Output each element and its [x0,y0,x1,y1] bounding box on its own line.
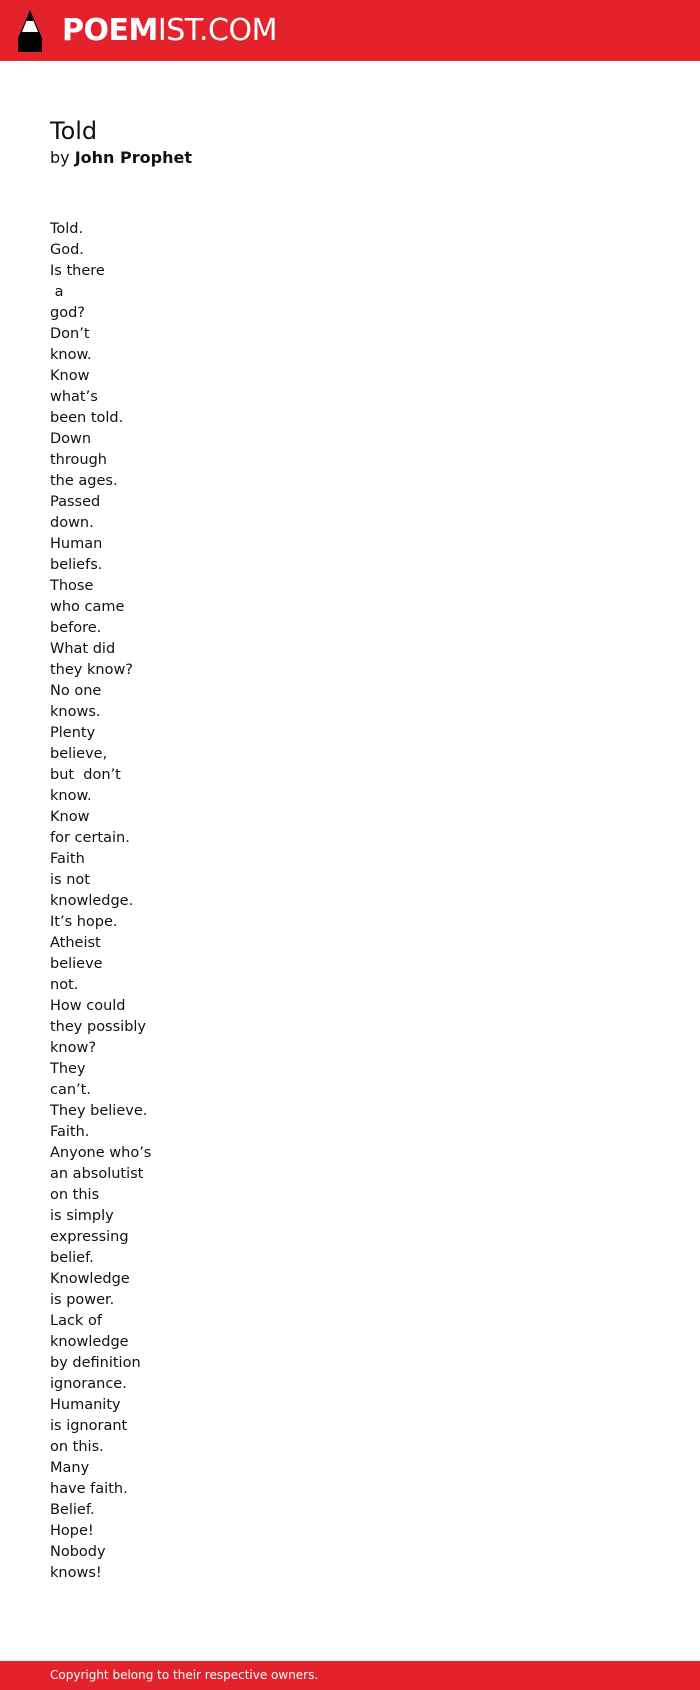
poem-line: is not [50,872,90,888]
poem-line: Belief. [50,1502,95,1518]
site-logo-text [62,10,277,52]
poem-line: Down [50,431,92,447]
poem-line: they know? [50,662,133,678]
poem-line: beliefs. [50,557,103,573]
poem-line: knowledge. [50,893,134,909]
poem-line: for certain. [50,830,130,846]
poem-line: Know [50,809,90,825]
poem-line: a [50,284,64,300]
author-name: John Prophet [74,148,192,167]
poem-line: the ages. [50,473,118,489]
poem-line: Those [50,578,94,594]
poem-line: know? [50,1040,97,1056]
poem-line: They believe. [50,1103,148,1119]
poem-line: Many [50,1460,90,1476]
poem-line: ignorance. [50,1376,127,1392]
poem-line: is simply [50,1208,114,1224]
top-bar [0,0,700,61]
poem-line: who came [50,599,125,615]
site-logo-link[interactable] [18,10,277,52]
poem-line: knows. [50,704,101,720]
footer [0,1661,700,1690]
poem-line: can’t. [50,1082,91,1098]
copyright-text: Copyright belong to their respective owners. [50,1668,319,1682]
poem-line: by definition [50,1355,141,1371]
poem-line: is power. [50,1292,115,1308]
poem-body [50,219,450,1584]
poem-line: No one [50,683,102,699]
poem-line: God. [50,242,84,258]
poem-line: on this. [50,1439,104,1455]
logo-text-strong: POEM [62,13,158,48]
poem-line: is ignorant [50,1418,128,1434]
byline [50,147,650,169]
poem-line: belief. [50,1250,94,1266]
poem-line: Faith [50,851,85,867]
poem-line: Faith. [50,1124,90,1140]
poem-line: Lack of [50,1313,102,1329]
poem-line: down. [50,515,94,531]
poem-line: What did [50,641,116,657]
poem-line: know. [50,788,92,804]
poem-line: through [50,452,107,468]
poem-line: what’s [50,389,98,405]
poem-line: Humanity [50,1397,121,1413]
poem-line: god? [50,305,85,321]
poem-line: Anyone who’s [50,1145,152,1161]
poem-line: It’s hope. [50,914,118,930]
poem-line: Plenty [50,725,96,741]
poem-line: Is there [50,263,105,279]
poem-line: on this [50,1187,100,1203]
poem-line: Human [50,536,103,552]
poem-line: They [50,1061,86,1077]
poem-line: an absolutist [50,1166,144,1182]
poem-line: knowledge [50,1334,129,1350]
poem-title: Told [50,117,98,145]
poem-line: have faith. [50,1481,128,1497]
poem-line: been told. [50,410,124,426]
poem-line: expressing [50,1229,129,1245]
poem-line: know. [50,347,92,363]
poem-line: but don’t [50,767,121,783]
poem-line: believe, [50,746,108,762]
poem-line: How could [50,998,126,1014]
poem-line: Hope! [50,1523,94,1539]
poem-line: Told. [50,221,84,237]
poem-line: before. [50,620,102,636]
poem-line: Know [50,368,90,384]
poem-line: Don’t [50,326,90,342]
poem-line: not. [50,977,79,993]
poem-line: Atheist [50,935,101,951]
poem-line: they possibly [50,1019,147,1035]
poem-header [50,115,650,169]
poem-line: Passed [50,494,101,510]
logo-text-light: IST.COM [157,13,277,48]
by-label: by [50,148,70,167]
poem-line: Nobody [50,1544,106,1560]
poem-line: knows! [50,1565,102,1581]
pencil-tip-icon [18,10,42,52]
poem-line: Knowledge [50,1271,130,1287]
poem-line: believe [50,956,103,972]
